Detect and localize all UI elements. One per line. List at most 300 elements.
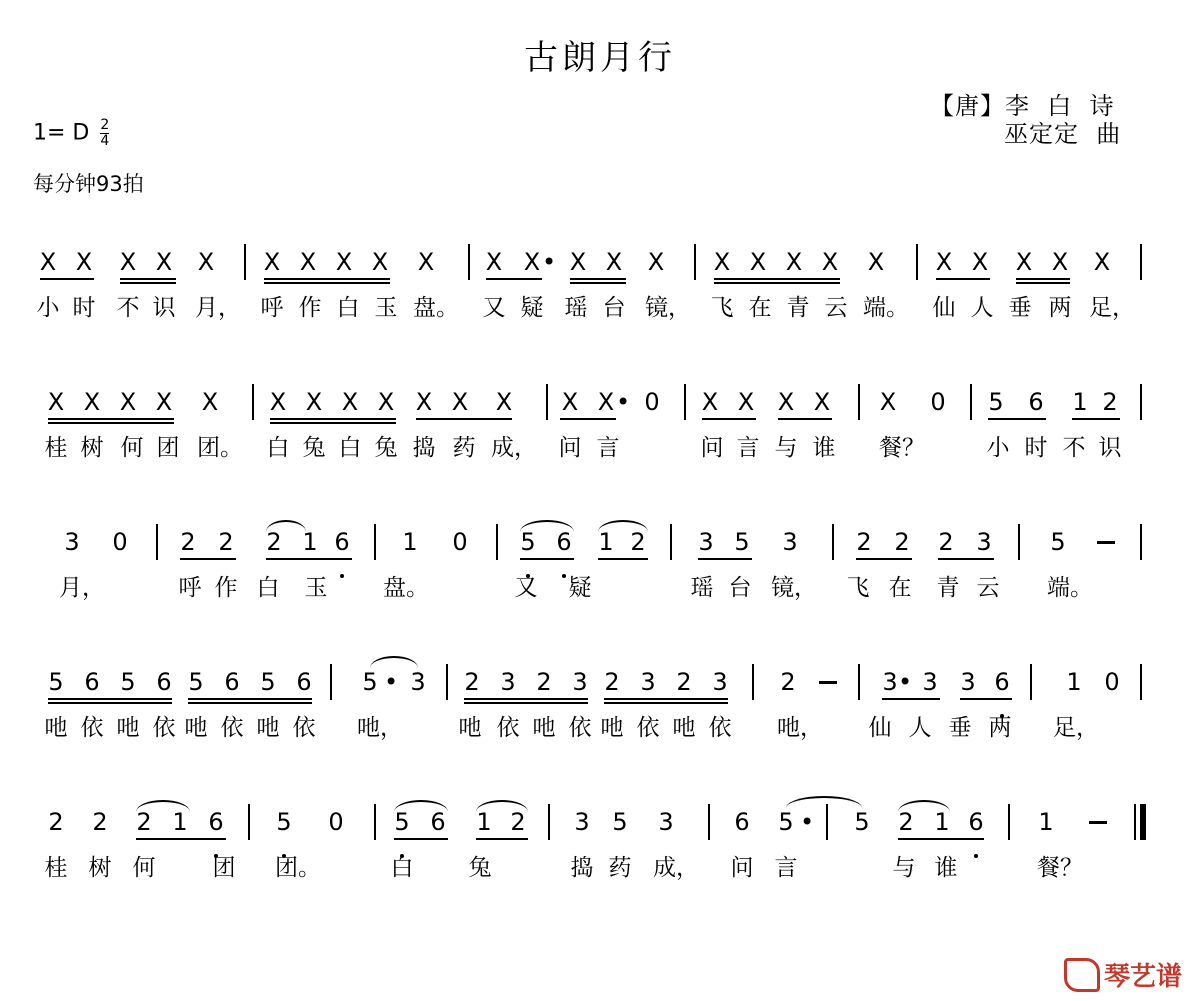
note: 3	[574, 808, 590, 836]
lyric-syllable: 识	[1098, 435, 1122, 461]
note: 2	[898, 808, 914, 836]
bar-line	[1140, 524, 1142, 560]
lyric-syllable: 捣	[412, 435, 436, 461]
final-bar-thick	[1140, 804, 1146, 840]
lyric-syllable: 与	[774, 435, 798, 461]
note: 3	[712, 668, 728, 696]
note: 5	[734, 528, 750, 556]
note: 6	[156, 668, 172, 696]
note: X	[785, 248, 803, 276]
lyric-syllable: 兔	[468, 855, 492, 881]
beam-line	[416, 418, 512, 420]
note: 3	[882, 668, 898, 696]
lyric-syllable: 谁	[812, 435, 836, 461]
augmentation-dot: •	[800, 808, 815, 836]
lyric-syllable: 玉	[304, 575, 328, 601]
note: X	[867, 248, 885, 276]
bar-line	[548, 804, 550, 840]
beam-line	[464, 698, 588, 700]
composer-credit: 巫定定 曲	[1004, 120, 1122, 148]
bar-line	[858, 384, 860, 420]
note: X	[813, 388, 831, 416]
note: 5	[854, 808, 870, 836]
lyric-syllable: 依	[152, 715, 176, 741]
lyric-syllable: 桂	[44, 855, 68, 881]
lyric-syllable: 作	[214, 575, 238, 601]
note: X	[821, 248, 839, 276]
lyric-syllable: 言	[736, 435, 760, 461]
note: X	[935, 248, 953, 276]
note: X	[305, 388, 323, 416]
lyric-syllable: 盘。	[383, 575, 429, 601]
bar-line	[244, 244, 246, 280]
lyric-syllable: 捣	[570, 855, 594, 881]
lyric-syllable: 时	[72, 295, 96, 321]
note: X	[701, 388, 719, 416]
lyric-syllable: 又	[482, 295, 506, 321]
lyric-syllable: 成，	[491, 435, 537, 461]
note: 1	[1066, 668, 1082, 696]
lyric-syllable: 白	[336, 295, 360, 321]
beam-line	[188, 702, 312, 704]
sustain-dash	[1097, 541, 1115, 544]
bar-line	[330, 664, 332, 700]
lyric-syllable: 吔，	[777, 715, 823, 741]
note: X	[1051, 248, 1069, 276]
beam-line	[604, 702, 728, 704]
lyric-syllable: 不	[1062, 435, 1086, 461]
note: X	[1015, 248, 1033, 276]
lyricist-credit: 【唐】李 白 诗	[930, 92, 1115, 120]
note: X	[777, 388, 795, 416]
note: X	[879, 388, 897, 416]
slur	[136, 800, 190, 812]
beam-line	[48, 702, 172, 704]
bar-line	[1018, 524, 1020, 560]
lyric-syllable: 吔	[458, 715, 482, 741]
lyric-syllable: 端。	[1047, 575, 1093, 601]
lyric-syllable: 成，	[653, 855, 699, 881]
beam-line	[856, 558, 912, 560]
lyrics-row-4	[0, 710, 1200, 746]
time-signature-denominator: 4	[100, 133, 110, 149]
lyric-syllable: 瑶	[690, 575, 714, 601]
lyric-syllable: 不	[116, 295, 140, 321]
bar-line	[694, 244, 696, 280]
octave-dot	[331, 536, 353, 572]
note: 6	[334, 528, 350, 556]
note: X	[569, 248, 587, 276]
lyric-syllable: 树	[80, 435, 104, 461]
note: X	[971, 248, 989, 276]
lyric-syllable: 吔	[184, 715, 208, 741]
lyrics-row-2	[0, 430, 1200, 466]
slur	[476, 800, 528, 812]
lyric-syllable: 台	[728, 575, 752, 601]
watermark	[1064, 956, 1182, 993]
notation-row-4	[0, 664, 1200, 700]
bar-line	[156, 524, 158, 560]
note: X	[299, 248, 317, 276]
note: 6	[556, 528, 572, 556]
lyric-syllable: 镜，	[645, 295, 691, 321]
bar-line	[1008, 804, 1010, 840]
lyric-syllable: 依	[636, 715, 660, 741]
note: X	[39, 248, 57, 276]
lyric-syllable: 识	[152, 295, 176, 321]
note: 5	[188, 668, 204, 696]
note: 3	[640, 668, 656, 696]
bar-line	[374, 804, 376, 840]
key-signature	[33, 118, 109, 149]
beam-line	[604, 698, 728, 700]
watermark-text: 琴艺谱	[1103, 962, 1182, 992]
octave-dot	[965, 816, 987, 852]
note: 1	[598, 528, 614, 556]
lyric-syllable: 盘。	[413, 295, 459, 321]
lyric-syllable: 白	[390, 855, 414, 881]
lyric-syllable: 月，	[195, 295, 241, 321]
note: 0	[328, 808, 344, 836]
note: 3	[976, 528, 992, 556]
note: 2	[894, 528, 910, 556]
note: 6	[224, 668, 240, 696]
lyric-syllable: 仙	[932, 295, 956, 321]
lyric-syllable: 桂	[44, 435, 68, 461]
augmentation-dot: •	[384, 668, 399, 696]
lyric-syllable: 兔	[302, 435, 326, 461]
note: 1	[1038, 808, 1054, 836]
beam-line	[270, 418, 396, 420]
note: 5	[260, 668, 276, 696]
note: 2	[92, 808, 108, 836]
note: 3	[500, 668, 516, 696]
lyrics-row-3	[0, 570, 1200, 606]
note: X	[605, 248, 623, 276]
note: X	[335, 248, 353, 276]
beam-line	[714, 278, 840, 280]
lyric-syllable: 白	[338, 435, 362, 461]
lyric-syllable: 小	[986, 435, 1010, 461]
lyric-syllable: 疑	[568, 575, 592, 601]
bar-line	[684, 384, 686, 420]
octave-dot	[273, 816, 295, 852]
slur	[898, 800, 950, 812]
note: X	[263, 248, 281, 276]
note: 5	[394, 808, 410, 836]
beam-line	[180, 558, 236, 560]
note: X	[377, 388, 395, 416]
lyric-syllable: 团	[212, 855, 236, 881]
sustain-dash	[1089, 821, 1107, 824]
lyric-syllable: 垂	[1008, 295, 1032, 321]
slur	[394, 800, 448, 812]
lyric-syllable: 何	[132, 855, 156, 881]
note: 2	[48, 808, 64, 836]
beam-line	[988, 418, 1046, 420]
lyric-syllable: 餐？	[879, 435, 925, 461]
lyric-syllable: 问	[730, 855, 754, 881]
slur	[786, 796, 862, 808]
lyric-syllable: 垂	[948, 715, 972, 741]
note: 0	[1104, 668, 1120, 696]
note: 5	[1050, 528, 1066, 556]
note: 2	[218, 528, 234, 556]
beam-line	[486, 278, 542, 280]
lyric-syllable: 吔，	[357, 715, 403, 741]
beam-line	[570, 278, 626, 280]
note: 0	[930, 388, 946, 416]
beam-line	[48, 698, 172, 700]
note: X	[415, 388, 433, 416]
lyric-syllable: 树	[88, 855, 112, 881]
beam-line	[120, 278, 176, 280]
beam-line	[598, 558, 648, 560]
octave-dot	[517, 536, 539, 572]
lyric-syllable: 餐？	[1037, 855, 1083, 881]
note: 2	[180, 528, 196, 556]
lyric-syllable: 吔	[44, 715, 68, 741]
lyric-syllable: 云	[824, 295, 848, 321]
beam-line	[938, 558, 994, 560]
note: X	[341, 388, 359, 416]
note: 6	[84, 668, 100, 696]
lyric-syllable: 药	[452, 435, 476, 461]
lyrics-row-1	[0, 290, 1200, 326]
note: 2	[604, 668, 620, 696]
lyric-syllable: 吔	[532, 715, 556, 741]
slur	[598, 520, 648, 532]
bar-line	[446, 664, 448, 700]
note: 5	[120, 668, 136, 696]
lyric-syllable: 青	[786, 295, 810, 321]
lyric-syllable: 与	[892, 855, 916, 881]
note: 2	[510, 808, 526, 836]
bar-line	[248, 804, 250, 840]
note: 6	[430, 808, 446, 836]
bar-line	[1140, 664, 1142, 700]
note: 2	[1102, 388, 1118, 416]
lyric-syllable: 又	[514, 575, 538, 601]
bar-line	[1030, 664, 1032, 700]
lyric-syllable: 端。	[863, 295, 909, 321]
note: X	[749, 248, 767, 276]
note: X	[495, 388, 513, 416]
note: 6	[968, 808, 984, 836]
notation-row-1	[0, 244, 1200, 280]
note: 3	[698, 528, 714, 556]
note: 5	[520, 528, 536, 556]
note: X	[417, 248, 435, 276]
note: X	[713, 248, 731, 276]
beam-line	[1016, 278, 1070, 280]
augmentation-dot: •	[616, 388, 631, 416]
note: 2	[464, 668, 480, 696]
lyric-syllable: 青	[936, 575, 960, 601]
beam-line	[936, 278, 990, 280]
lyric-syllable: 依	[80, 715, 104, 741]
notation-row-3	[0, 524, 1200, 560]
bar-line	[546, 384, 548, 420]
lyric-syllable: 言	[596, 435, 620, 461]
lyric-syllable: 依	[496, 715, 520, 741]
lyric-syllable: 问	[558, 435, 582, 461]
note: 5	[362, 668, 378, 696]
lyric-syllable: 飞	[846, 575, 870, 601]
note: 5	[988, 388, 1004, 416]
lyric-syllable: 台	[602, 295, 626, 321]
note: 1	[476, 808, 492, 836]
beam-line	[702, 418, 756, 420]
beam-line	[778, 418, 832, 420]
beam-line	[270, 422, 396, 424]
bar-line	[496, 524, 498, 560]
note: 6	[296, 668, 312, 696]
note: X	[371, 248, 389, 276]
lyric-syllable: 团	[156, 435, 180, 461]
lyric-syllable: 依	[708, 715, 732, 741]
bar-line	[916, 244, 918, 280]
lyric-syllable: 在	[748, 295, 772, 321]
note: 2	[630, 528, 646, 556]
lyric-syllable: 依	[220, 715, 244, 741]
lyric-syllable: 谁	[934, 855, 958, 881]
lyric-syllable: 何	[120, 435, 144, 461]
beam-line	[48, 422, 174, 424]
beam-line	[264, 278, 390, 280]
note: X	[485, 248, 503, 276]
lyric-syllable: 云	[976, 575, 1000, 601]
bar-line	[858, 664, 860, 700]
beam-line	[464, 702, 588, 704]
note: X	[47, 388, 65, 416]
note: 5	[276, 808, 292, 836]
note: 6	[1028, 388, 1044, 416]
note: 1	[172, 808, 188, 836]
note: 1	[1072, 388, 1088, 416]
lyric-syllable: 依	[568, 715, 592, 741]
beam-line	[1016, 282, 1070, 284]
note: 6	[734, 808, 750, 836]
note: 2	[676, 668, 692, 696]
note: 2	[938, 528, 954, 556]
beam-line	[698, 558, 752, 560]
slur	[266, 520, 306, 532]
notation-row-5	[0, 804, 1200, 840]
note: 6	[208, 808, 224, 836]
octave-dot	[205, 816, 227, 852]
lyric-syllable: 吔	[600, 715, 624, 741]
lyric-syllable: 小	[36, 295, 60, 321]
lyric-syllable: 吔	[116, 715, 140, 741]
beam-line	[476, 838, 528, 840]
note: X	[75, 248, 93, 276]
note: X	[155, 388, 173, 416]
beam-line	[120, 282, 176, 284]
note: 1	[934, 808, 950, 836]
note: 3	[922, 668, 938, 696]
lyric-syllable: 飞	[710, 295, 734, 321]
augmentation-dot: •	[542, 248, 557, 276]
bar-line	[970, 384, 972, 420]
bar-line	[832, 524, 834, 560]
note: 3	[572, 668, 588, 696]
sustain-dash	[819, 681, 837, 684]
note: 2	[780, 668, 796, 696]
song-title: 古朗月行	[524, 38, 676, 78]
key-label: 1= D	[33, 120, 90, 146]
lyric-syllable: 团。	[197, 435, 243, 461]
lyric-syllable: 两	[988, 715, 1012, 741]
lyric-syllable: 足，	[1089, 295, 1135, 321]
lyric-syllable: 依	[292, 715, 316, 741]
lyric-syllable: 团。	[275, 855, 321, 881]
notation-row-2	[0, 384, 1200, 420]
lyric-syllable: 瑶	[564, 295, 588, 321]
lyric-syllable: 在	[888, 575, 912, 601]
note: 3	[64, 528, 80, 556]
beam-line	[188, 698, 312, 700]
note: X	[523, 248, 541, 276]
bar-line	[752, 664, 754, 700]
note: X	[647, 248, 665, 276]
note: 3	[410, 668, 426, 696]
bar-line	[468, 244, 470, 280]
beam-line	[714, 282, 840, 284]
lyric-syllable: 人	[908, 715, 932, 741]
lyric-syllable: 镜，	[771, 575, 817, 601]
lyric-syllable: 疑	[520, 295, 544, 321]
note: X	[451, 388, 469, 416]
lyric-syllable: 仙	[868, 715, 892, 741]
lyric-syllable: 白	[256, 575, 280, 601]
note: 3	[782, 528, 798, 556]
time-signature	[100, 118, 109, 149]
note: X	[201, 388, 219, 416]
lyric-syllable: 问	[700, 435, 724, 461]
beam-line	[40, 278, 94, 280]
final-bar-thin	[1134, 804, 1136, 840]
octave-dot	[991, 676, 1013, 712]
note: X	[119, 248, 137, 276]
note: 0	[644, 388, 660, 416]
lyric-syllable: 作	[298, 295, 322, 321]
note: 5	[778, 808, 794, 836]
note: X	[197, 248, 215, 276]
bar-line	[708, 804, 710, 840]
lyric-syllable: 吔	[672, 715, 696, 741]
bar-line	[826, 804, 828, 840]
note: 3	[658, 808, 674, 836]
note: X	[119, 388, 137, 416]
beam-line	[264, 282, 390, 284]
bar-line	[1140, 244, 1142, 280]
note: X	[561, 388, 579, 416]
lyric-syllable: 月，	[59, 575, 105, 601]
note: X	[1093, 248, 1111, 276]
note: X	[269, 388, 287, 416]
note: 2	[136, 808, 152, 836]
beam-line	[560, 418, 616, 420]
augmentation-dot: •	[898, 668, 913, 696]
watermark-logo-icon	[1064, 958, 1100, 992]
note: 0	[452, 528, 468, 556]
note: 6	[994, 668, 1010, 696]
lyric-syllable: 吔	[256, 715, 280, 741]
time-signature-numerator: 2	[100, 117, 110, 133]
lyric-syllable: 白	[266, 435, 290, 461]
slur	[520, 520, 574, 532]
